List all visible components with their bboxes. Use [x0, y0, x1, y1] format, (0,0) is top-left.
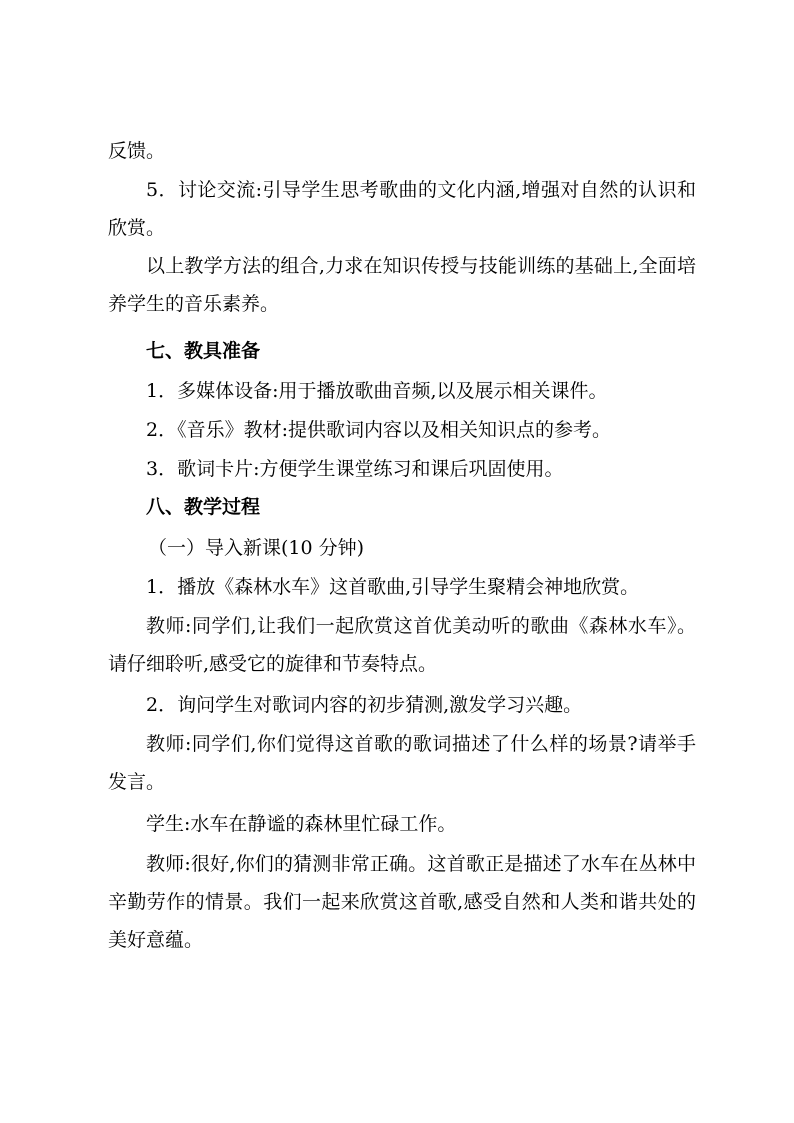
paragraph-aid-3: 3．歌词卡片:方便学生课堂练习和课后巩固使用。 — [146, 458, 564, 480]
paragraph-summary: 以上教学方法的组合,力求在知识传授与技能训练的基础上,全面培养学生的音乐素养。 — [108, 255, 696, 315]
paragraph-aid-1: 1．多媒体设备:用于播放歌曲音频,以及展示相关课件。 — [146, 380, 608, 402]
section-heading-teaching-process: 八、教学过程 — [146, 496, 261, 518]
paragraph-teacher-2: 教师:同学们,你们觉得这首歌的歌词描述了什么样的场景?请举手发言。 — [108, 733, 696, 793]
subsection-heading-intro: （一）导入新课(10 分钟) — [148, 537, 365, 559]
paragraph-aid-2: 2．《音乐》教材:提供歌词内容以及相关知识点的参考。 — [146, 419, 611, 441]
paragraph-student: 学生:水车在静谧的森林里忙碌工作。 — [146, 813, 457, 835]
paragraph-teacher-3: 教师:很好,你们的猜测非常正确。这首歌正是描述了水车在丛林中辛勤劳作的情景。我们一起来欣赏这首歌,感受自然和人类和谐共处的美好意蕴。 — [108, 853, 696, 951]
paragraph-step-1: 1．播放《森林水车》这首歌曲,引导学生聚精会神地欣赏。 — [146, 576, 640, 598]
paragraph-continuation: 反馈。 — [108, 140, 166, 162]
paragraph-teacher-1: 教师:同学们,让我们一起欣赏这首优美动听的歌曲《森林水车》。请仔细聆听,感受它的旋律和节奏特点。 — [108, 615, 696, 675]
paragraph-item-5: 5．讨论交流:引导学生思考歌曲的文化内涵,增强对自然的认识和欣赏。 — [108, 179, 696, 239]
section-heading-teaching-aids: 七、教具准备 — [146, 340, 261, 362]
paragraph-step-2: 2．询问学生对歌词内容的初步猜测,激发学习兴趣。 — [146, 694, 583, 716]
